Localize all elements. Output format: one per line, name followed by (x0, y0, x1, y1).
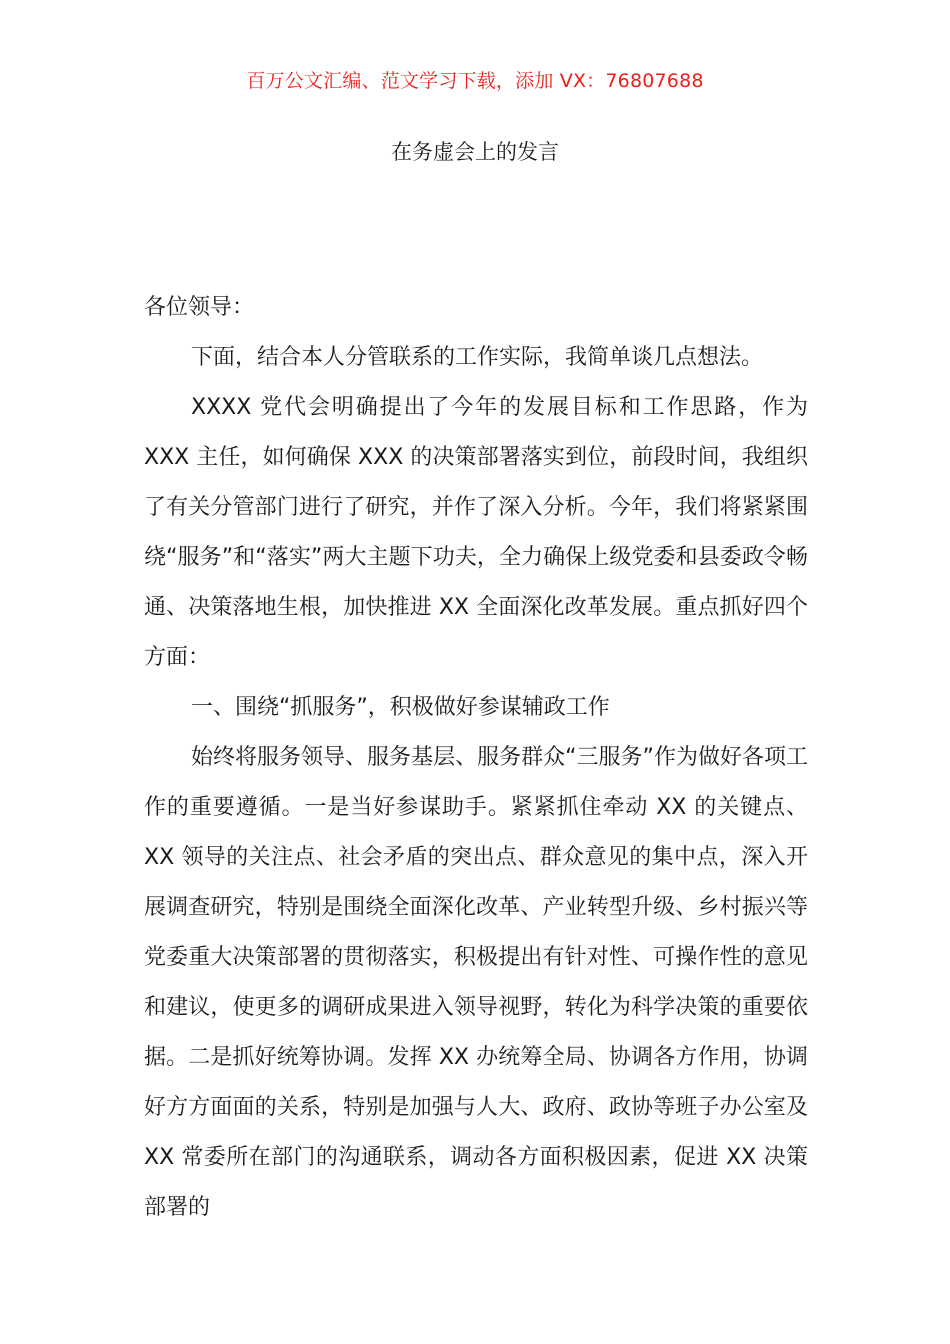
salutation: 各位领导： (144, 295, 255, 320)
document-title: 在务虚会上的发言 (391, 140, 559, 164)
paragraph-overview: XXXX 党代会明确提出了今年的发展目标和工作思路，作为 XXX 主任，如何确保 XXX 的决策部署落实到位，前段时间，我组织了有关分管部门进行了研究，并作了深入分析。今年，我们将紧紧围绕“服务”和“落实”两大主题下功夫，全力确保上级党委和县委政令畅通、决策落地生根，加快推进 XX 全面深化改革发展。重点抓好四个方面： (144, 395, 808, 670)
watermark-banner: 百万公文汇编、范文学习下载，添加 VX：76807688 (246, 70, 704, 92)
document-body (144, 283, 808, 1233)
section-heading-1: 一、围绕“抓服务”，积极做好参谋辅政工作 (191, 695, 610, 720)
paragraph-intro: 下面，结合本人分管联系的工作实际，我简单谈几点想法。 (191, 345, 764, 370)
paragraph-section-1: 始终将服务领导、服务基层、服务群众“三服务”作为做好各项工作的重要遵循。一是当好参谋助手。紧紧抓住牵动 XX 的关键点、XX 领导的关注点、社会矛盾的突出点、群众意见的集中点，深入开展调查研究，特别是围绕全面深化改革、产业转型升级、乡村振兴等党委重大决策部署的贯彻落实，积极提出有针对性、可操作性的意见和建议，使更多的调研成果进入领导视野，转化为科学决策的重要依据。二是抓好统筹协调。发挥 XX 办统筹全局、协调各方作用，协调好方方面面的关系，特别是加强与人大、政府、政协等班子办公室及 XX 常委所在部门的沟通联系，调动各方面积极因素，促进 XX 决策部署的 (144, 745, 808, 1220)
